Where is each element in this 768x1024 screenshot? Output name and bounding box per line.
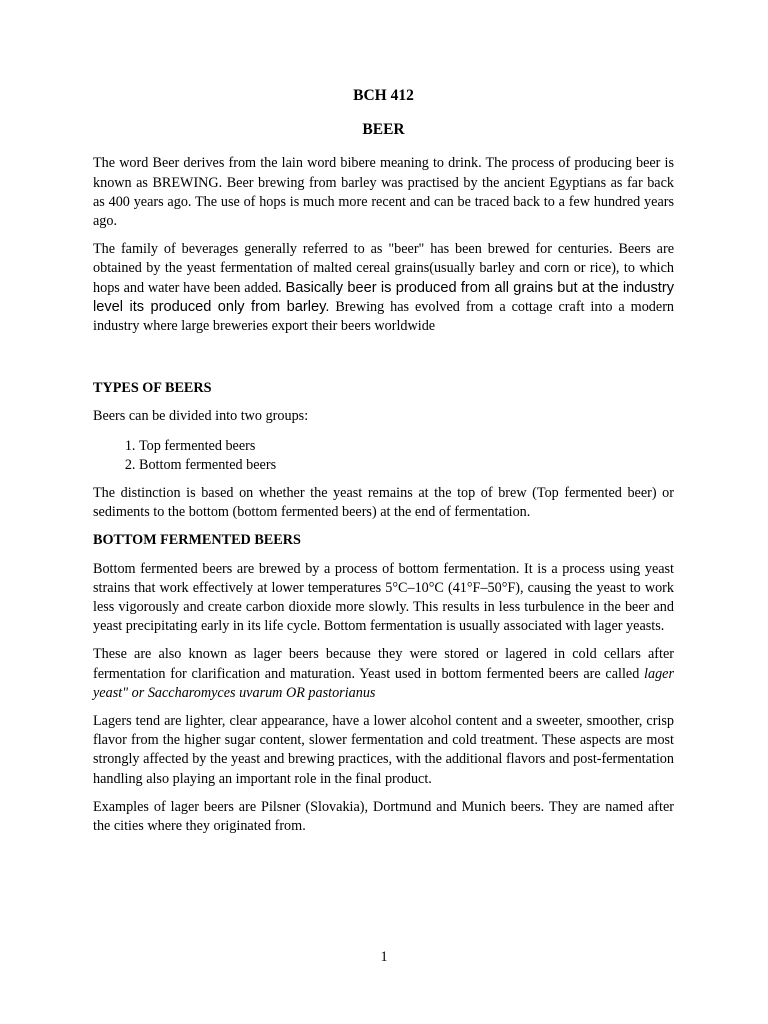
intro-p2-text-b: Basically beer is produced from all grains but at the industry level its produced only from barley. — [93, 279, 675, 315]
bottom-paragraph-1: Bottom fermented beers are brewed by a process of bottom fermentation. It is a process using yeast strains that work effectively at lower temperatures 5°C–10°C (41°F–50°F), causing the yeast to work less vigorously and create carbon dioxide more slowly. This results in less turbulence in the beer and yeast precipitating early in its life cycle. Bottom fermentation is usually associated with lager yeasts. — [93, 560, 674, 635]
list-item: 2. Bottom fermented beers — [139, 456, 674, 475]
types-list — [93, 437, 674, 475]
types-intro: Beers can be divided into two groups: — [93, 408, 309, 425]
document-title: BEER — [362, 121, 405, 139]
course-code: BCH 412 — [353, 87, 414, 104]
types-heading: TYPES OF BEERS — [93, 380, 212, 397]
intro-p2-text-a: The family of beverages generally referred to as "beer" has been brewed for centuries. Beers are obtained by the yeast fermentation of malted cereal grains(usually barley and corn or rice), to which hops and water have been added. — [93, 241, 674, 296]
bottom-paragraph-4: Examples of lager beers are Pilsner (Slovakia), Dortmund and Munich beers. They are named after the cities where they originated from. — [93, 798, 674, 835]
intro-paragraph-2 — [93, 240, 674, 336]
yeast-species-italic: lager yeast" or Saccharomyces uvarum OR pastorianus — [93, 665, 674, 701]
bottom-paragraph-2 — [93, 645, 674, 703]
page-number: 1 — [380, 949, 388, 965]
distinction-paragraph: The distinction is based on whether the yeast remains at the top of brew (Top fermented beer) or sediments to the bottom (bottom fermented beers) at the end of fermentation. — [93, 485, 674, 521]
bottom-p2-text: These are also known as lager beers because they were stored or lagered in cold cellars after fermentation for clarification and maturation. Yeast used in bottom fermented beers are called — [93, 646, 674, 682]
list-item: 1. Top fermented beers — [139, 437, 674, 456]
document-body — [93, 86, 674, 836]
intro-paragraph-1: The word Beer derives from the lain word bibere meaning to drink. The process of producing beer is known as BREWING. Beer brewing from barley was practised by the ancient Egyptians as far back as 400 years ago. The use of hops is much more recent and can be traced back to a few hundred years ago. — [93, 155, 674, 230]
bottom-paragraph-3: Lagers tend are lighter, clear appearance, have a lower alcohol content and a sweeter, smoother, crisp flavor from the higher sugar content, slower fermentation and cold treatment. These aspects are most strongly affected by the yeast and brewing practices, with the additional flavors and post-fermentation handling also playing an important role in the final product. — [93, 713, 674, 787]
intro-p2-text-c: Brewing has evolved from a cottage craft into a modern industry where large breweries export their beers worldwide — [93, 298, 675, 335]
bottom-heading: BOTTOM FERMENTED BEERS — [93, 532, 301, 549]
